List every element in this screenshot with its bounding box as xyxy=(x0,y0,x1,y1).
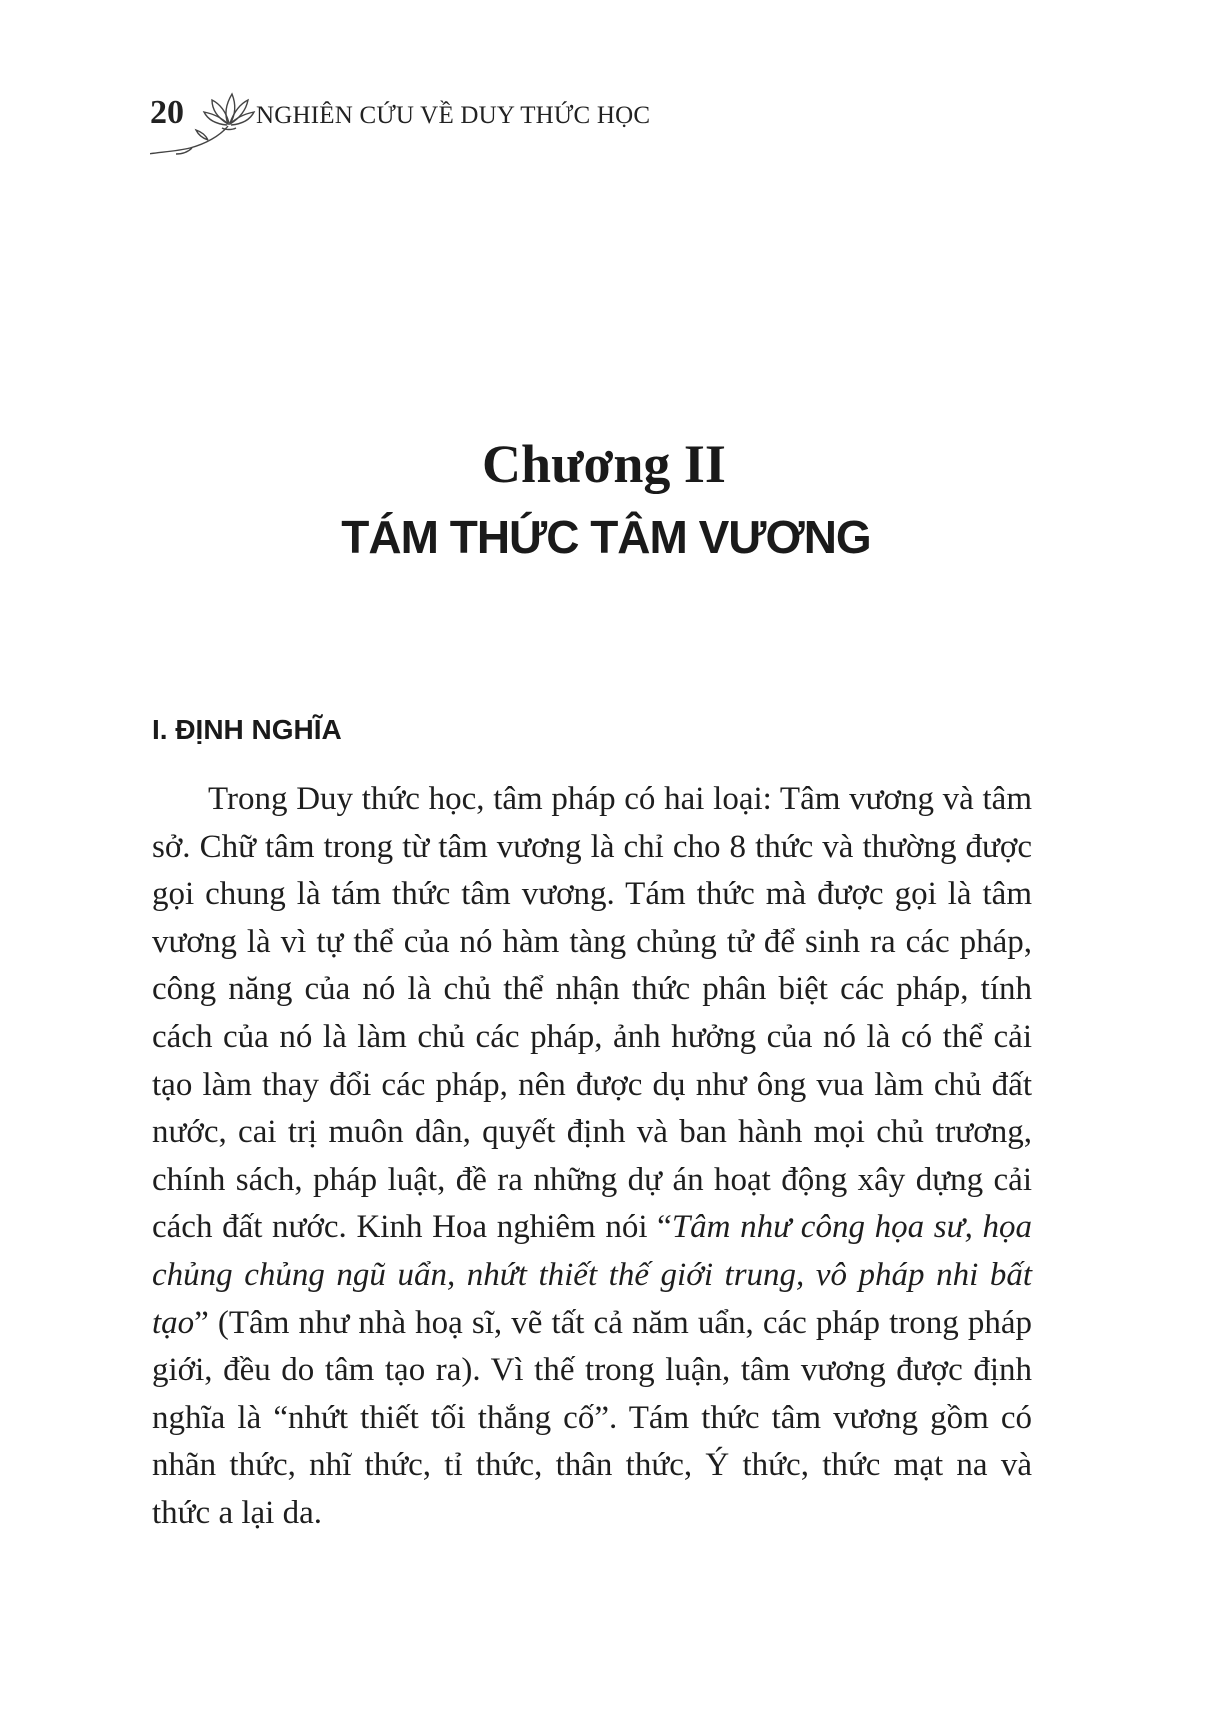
chapter-heading xyxy=(0,432,1212,572)
running-header xyxy=(150,88,850,158)
chapter-title: TÁM THỨC TÂM VƯƠNG xyxy=(341,511,871,563)
page-number: 20 xyxy=(150,94,184,131)
paragraph xyxy=(152,776,1032,1538)
paragraph-text-end: ” (Tâm như nhà hoạ sĩ, vẽ tất cả năm uẩn, các pháp trong pháp giới, đều do tâm tạo ra). Vì thế trong luận, tâm vương được định nghĩa là “nhứt thiết tối thắng cố”. Tám thức tâm vương gồm có nhãn thức, nhĩ thức, tỉ thức, thân thức, Ý thức, thức mạt na và thức a lại da. xyxy=(152,1304,1032,1531)
chapter-label: Chương II xyxy=(482,434,726,494)
paragraph-text-start: Trong Duy thức học, tâm pháp có hai loại: Tâm vương và tâm sở. Chữ tâm trong từ tâm vương là chỉ cho 8 thức và thường được gọi chung là tám thức tâm vương. Tám thức mà được gọi là tâm vương là vì tự thể của nó hàm tàng chủng tử để sinh ra các pháp, công năng của nó là chủ thể nhận thức phân biệt các pháp, tính cách của nó là làm chủ các pháp, ảnh hưởng của nó là có thể cải tạo làm thay đổi các pháp, nên được dụ như ông vua làm chủ đất nước, cai trị muôn dân, quyết định và ban hành mọi chủ trương, chính sách, pháp luật, đề ra những dự án hoạt động xây dựng cải cách đất nước. Kinh Hoa nghiêm nói “ xyxy=(152,781,1032,1246)
running-book-title: NGHIÊN CỨU VỀ DUY THỨC HỌC xyxy=(256,102,651,129)
section-heading: I. ĐỊNH NGHĨA xyxy=(152,714,342,745)
body-text xyxy=(152,776,1032,1538)
italic-quote: Tâm như công họa sư, họa chủng chủng ngũ uẩn, nhứt thiết thế giới trung, vô pháp nhi bất tạo xyxy=(152,1209,1032,1341)
